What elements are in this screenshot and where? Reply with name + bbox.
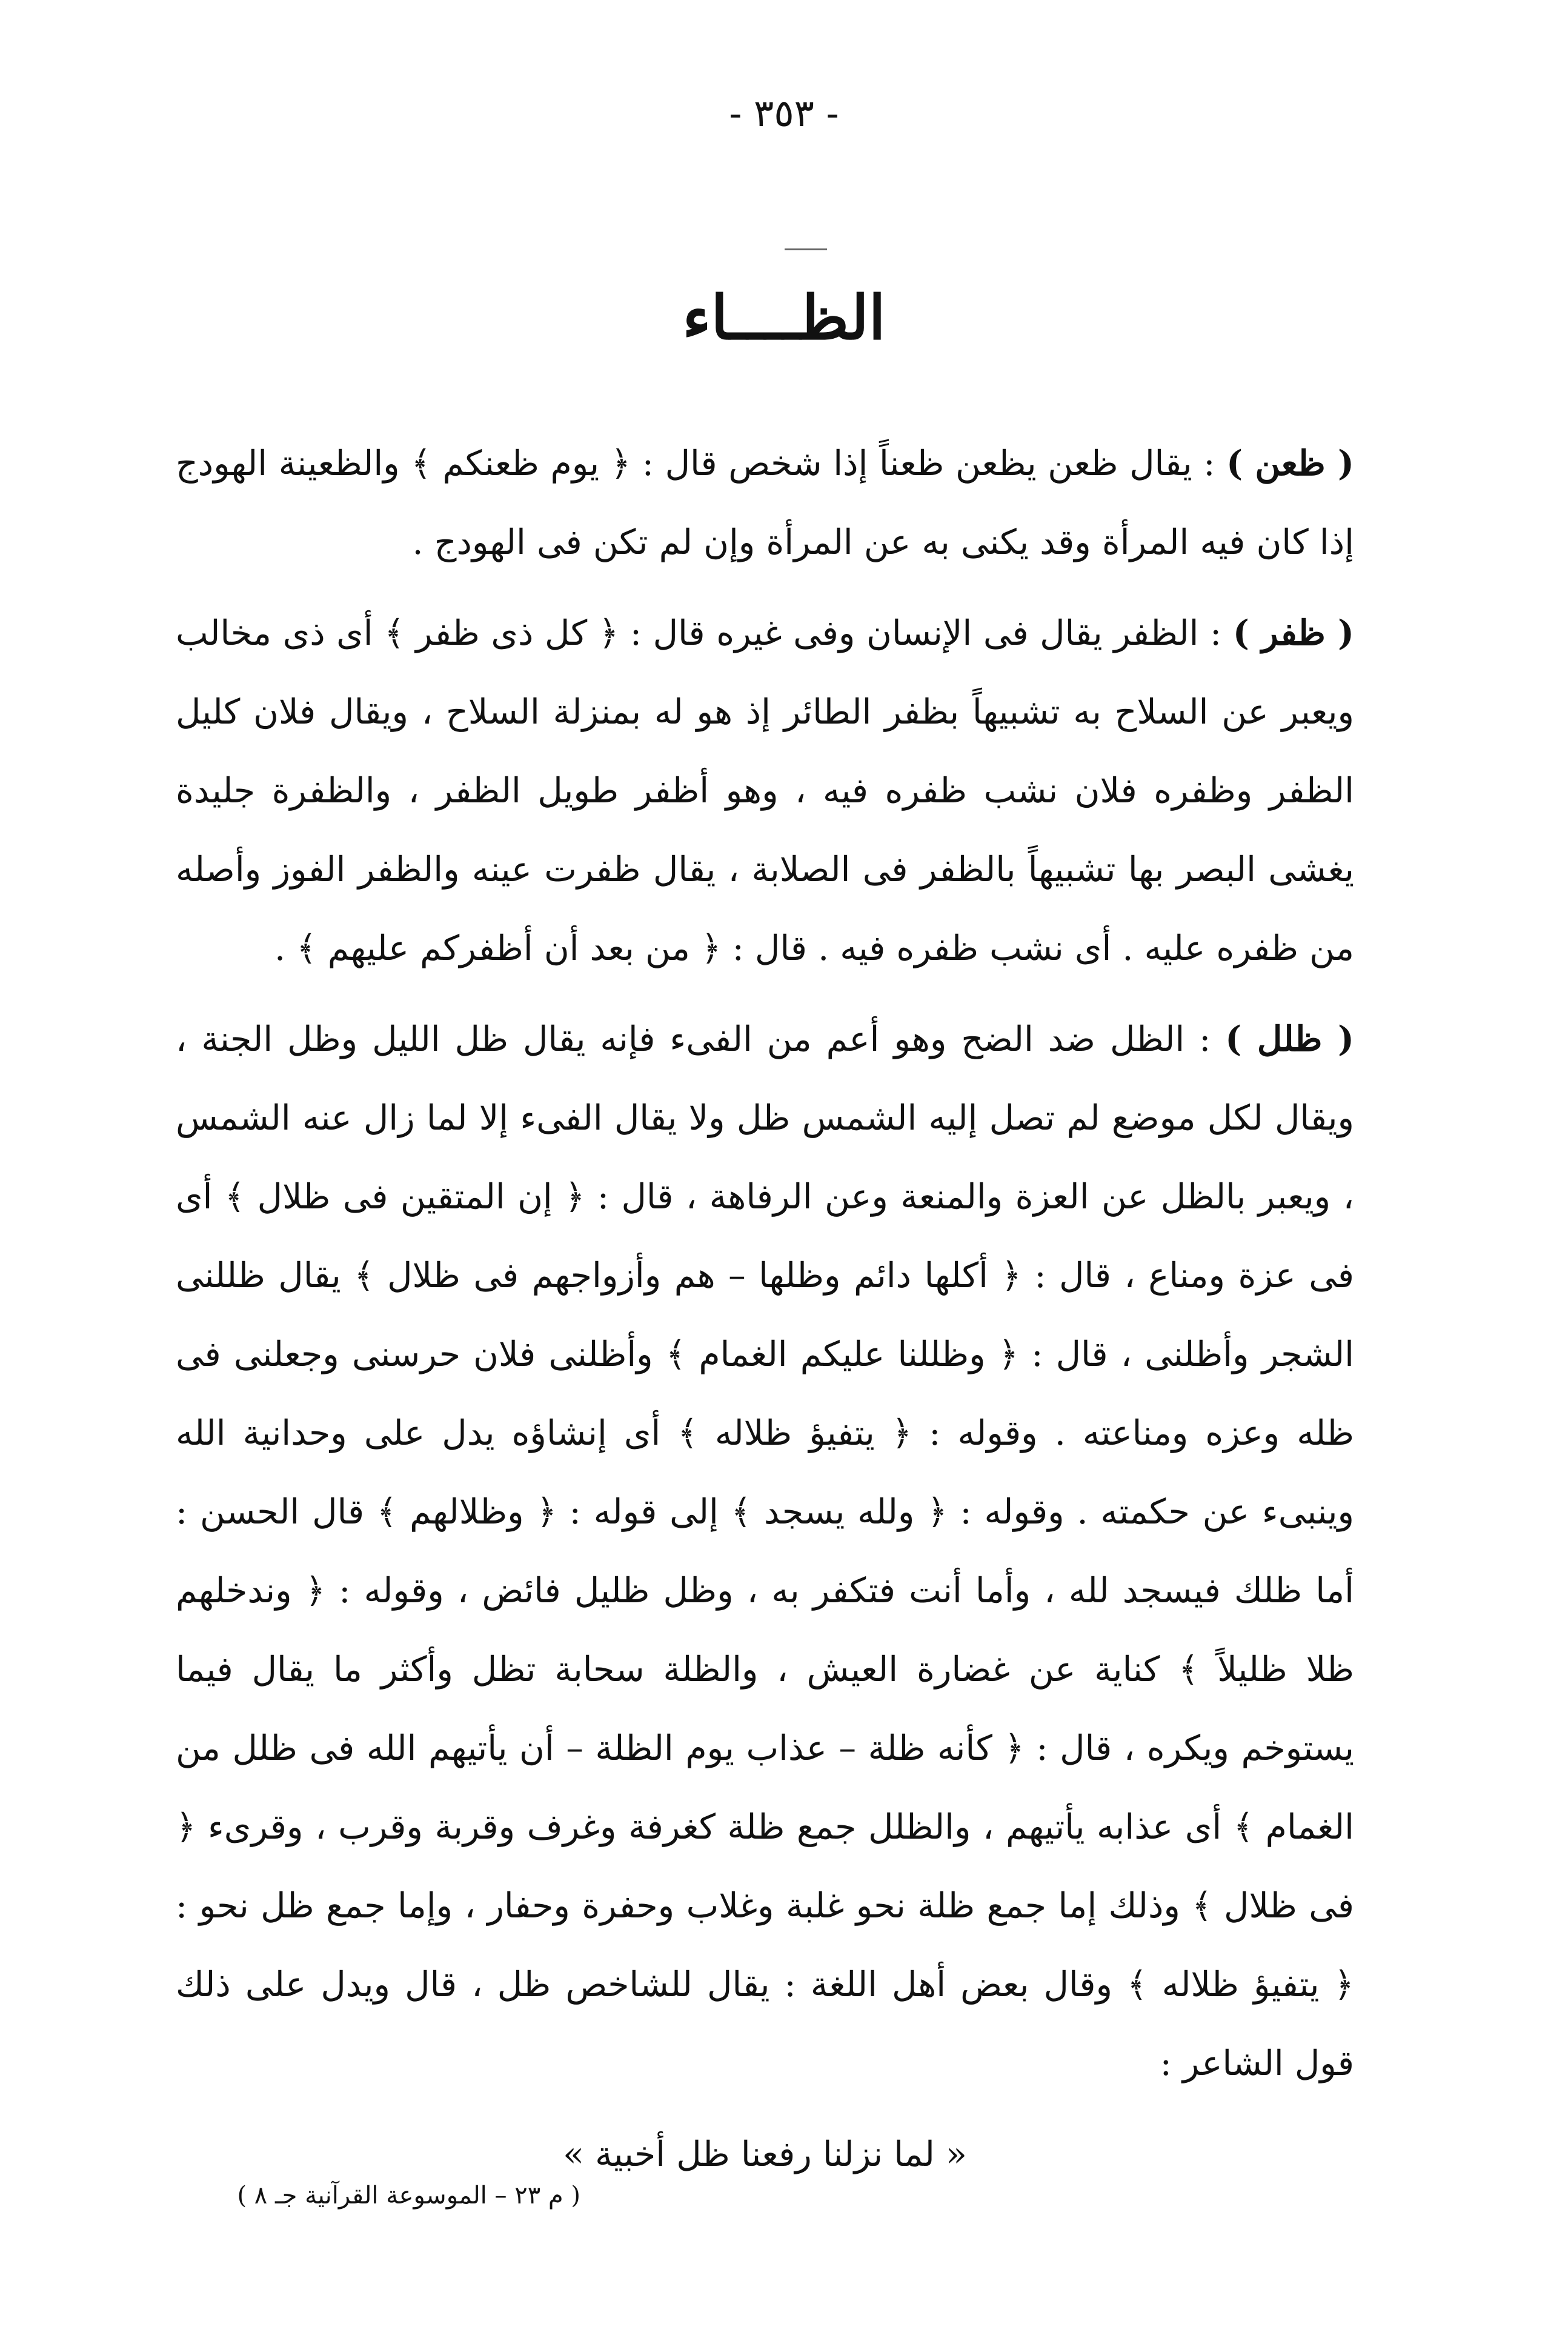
section-title: الظــــاء (682, 282, 886, 353)
entry-text: : الظل ضد الضح وهو أعم من الفىء فإنه يقال ظل الليل وظل الجنة ، ويقال لكل موضع لم تصل إليه الشمس ظل ولا يقال الفىء إلا لما زال عنه الشمس ، ويعبر بالظل عن العزة والمنعة وعن الرفاهة ، قال : ﴿ إن المتقين فى ظلال ﴾ أى فى عزة ومناع ، قال : ﴿ أكلها دائم وظلها – هم وأزواجهم فى ظلال ﴾ يقال ظللنى الشجر وأظلنى ، قال : ﴿ وظللنا عليكم الغمام ﴾ وأظلنى فلان حرسنى وجعلنى فى ظله وعزه ومناعته . وقوله : ﴿ يتفيؤ ظلاله ﴾ أى إنشاؤه يدل على وحدانية الله وينبىء عن حكمته . وقوله : ﴿ ولله يسجد ﴾ إلى قوله : ﴿ وظلالهم ﴾ قال الحسن : أما ظلك فيسجد لله ، وأما أنت فتكفر به ، وظل ظليل فائض ، وقوله : ﴿ وندخلهم ظلا ظليلاً ﴾ كناية عن غضارة العيش ، والظلة سحابة تظل وأكثر ما يقال فيما يستوخم ويكره ، قال : ﴿ كأنه ظلة – عذاب يوم الظلة – أن يأتيهم الله فى ظلل من الغمام ﴾ أى عذابه يأتيهم ، والظلل جمع ظلة كغرفة وغرف وقربة وقرب ، وقرىء ﴿ فى ظلال ﴾ وذلك إما جمع ظلة نحو غلبة وغلاب وحفرة وحفار ، وإما جمع ظل نحو : ﴿ يتفيؤ ظلاله ﴾ وقال بعض أهل اللغة : يقال للشاخص ظل ، قال ويدل على ذلك قول الشاعر : (176, 1019, 1354, 2083)
entry-text: : الظفر يقال فى الإنسان وفى غيره قال : ﴿ كل ذى ظفر ﴾ أى ذى مخالب ويعبر عن السلاح به تشبيهاً بظفر الطائر إذ هو له بمنزلة السلاح ، ويقال فلان كليل الظفر وظفره فلان نشب ظفره فيه ، وهو أظفر طويل الظفر ، والظفرة جليدة يغشى البصر بها تشبيهاً بالظفر فى الصلابة ، يقال ظفرت عينه والظفر الفوز وأصله من ظفره عليه . أى نشب ظفره فيه . قال : ﴿ من بعد أن أظفركم عليهم ﴾ . (176, 613, 1354, 968)
entry-heading: ( ظفر ) (1232, 613, 1355, 653)
entry-zalal (176, 1000, 1354, 2103)
footer-note: ( م ٢٣ – الموسوعة القرآنية جـ ٨ ) (237, 2182, 580, 2209)
page-number: - ٣٥٣ - (729, 91, 839, 135)
entry-zaan (176, 424, 1354, 582)
entry-zafar (176, 594, 1354, 988)
body-text (176, 424, 1354, 2228)
divider (785, 248, 827, 250)
entry-text: : يقال ظعن يظعن ظعناً إذا شخص قال : ﴿ يوم ظعنكم ﴾ والظعينة الهودج إذا كان فيه المرأة وقد يكنى به عن المرأة وإن لم تكن فى الهودج . (176, 444, 1354, 562)
entry-heading: ( ظعن ) (1226, 443, 1354, 484)
poetry-verse: « لما نزلنا رفعنا ظل أخبية » (563, 2134, 967, 2174)
entry-heading: ( ظلل ) (1225, 1019, 1354, 1059)
